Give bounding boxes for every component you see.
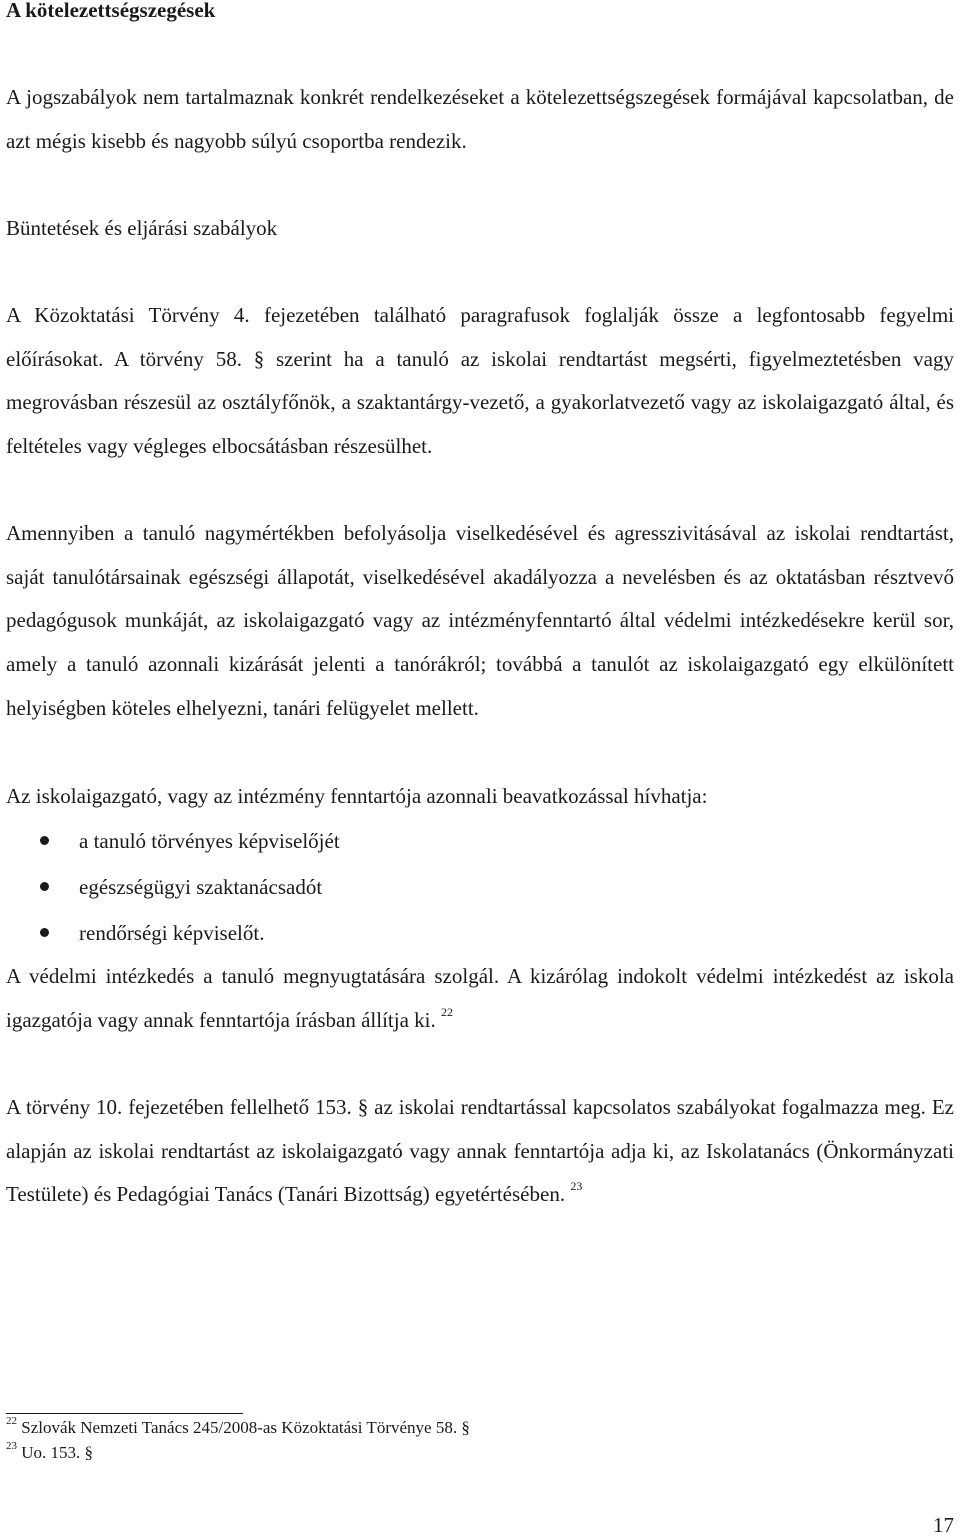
torveny10-text: A törvény 10. fejezetében fellelhető 153. § az iskolai rendtartással kapcsolatos szabályokat fogalmazza meg. Ez alapján az iskolai rendtartást az iskolaigazgató vagy annak fenntartója adja ki, az Iskolatanács (Önkormányzati Testülete) és Pedagógiai Tanács (Tanári Bizottság) egyetértésében. xyxy=(6,1095,954,1207)
footnote-divider xyxy=(6,1413,243,1414)
vedelmi-paragraph xyxy=(6,955,954,1042)
hivhatja-paragraph: Az iskolaigazgató, vagy az intézmény fenntartója azonnali beavatkozással hívhatja: xyxy=(6,784,708,808)
footnote-23 xyxy=(6,1440,94,1463)
vedelmi-text: A védelmi intézkedés a tanuló megnyugtatására szolgál. A kizárólag indokolt védelmi intézkedést az iskola igazgatója vagy annak fenntartója írásban állítja ki. xyxy=(6,964,954,1032)
list-item-text: rendőrségi képviselőt. xyxy=(79,921,265,945)
bullet-list xyxy=(0,818,948,956)
page-title: A kötelezettségszegések xyxy=(6,0,216,22)
footnote-number: 23 xyxy=(6,1440,17,1453)
footnote-text: Szlovák Nemzeti Tanács 245/2008-as Közoktatási Törvénye 58. § xyxy=(21,1418,470,1437)
footnote-text: Uo. 153. § xyxy=(21,1443,94,1462)
page-number: 17 xyxy=(933,1513,954,1537)
list-item xyxy=(0,864,948,910)
kozoktatasi-paragraph: A Közoktatási Törvény 4. fejezetében található paragrafusok foglalják össze a legfontosabb fegyelmi előírásokat. A törvény 58. § szerint ha a tanuló az iskolai rendtartást megsérti, figyelmeztetésben vagy megrovásban részesül az osztályfőnök, a szaktantárgy-vezető, a gyakorlatvezető vagy az iskolaigazgató által, és feltételes vagy végleges elbocsátásban részesülhet. xyxy=(6,303,954,459)
bullet-icon xyxy=(40,928,49,937)
section-heading: Büntetések és eljárási szabályok xyxy=(6,216,278,240)
list-item xyxy=(0,910,948,956)
list-item-text: egészségügyi szaktanácsadót xyxy=(79,875,323,899)
footnote-ref-23[interactable]: 23 xyxy=(570,1179,583,1194)
bullet-icon xyxy=(40,882,49,891)
list-item xyxy=(0,818,948,864)
list-item-text: a tanuló törvényes képviselőjét xyxy=(79,829,340,853)
amennyiben-paragraph: Amennyiben a tanuló nagymértékben befolyásolja viselkedésével és agresszivitásával az iskolai rendtartást, saját tanulótársainak egészségi állapotát, viselkedésével akadályozza a nevelésben és az oktatásban résztvevő pedagógusok munkáját, az iskolaigazgató vagy az intézményfenntartó által védelmi intézkedésekre kerül sor, amely a tanuló azonnali kizárását jelenti a tanórákról; továbbá a tanulót az iskolaigazgató egy elkülönített helyiségben köteles elhelyezni, tanári felügyelet mellett. xyxy=(6,521,954,720)
footnote-number: 22 xyxy=(6,1415,17,1428)
footnote-22 xyxy=(6,1415,470,1438)
footnote-ref-22[interactable]: 22 xyxy=(441,1004,453,1019)
intro-paragraph: A jogszabályok nem tartalmaznak konkrét rendelkezéseket a kötelezettségszegések formájával kapcsolatban, de azt mégis kisebb és nagyobb súlyú csoportba rendezik. xyxy=(6,85,954,153)
torveny10-paragraph xyxy=(6,1086,954,1217)
bullet-icon xyxy=(40,836,49,845)
